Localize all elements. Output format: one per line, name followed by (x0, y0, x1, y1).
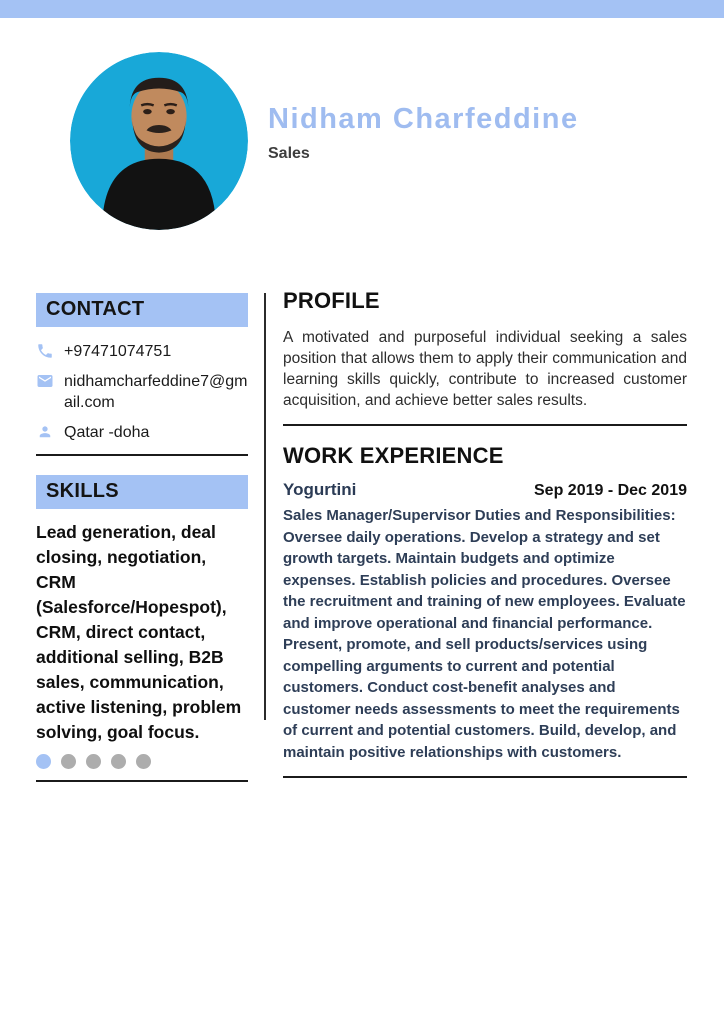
rating-dot-empty (111, 754, 126, 769)
contact-section-divider (36, 454, 248, 456)
rating-dot-filled (36, 754, 51, 769)
contact-item-phone (36, 341, 248, 362)
skills-section-divider (36, 780, 248, 782)
profile-text: A motivated and purposeful individual seeking a sales position that allows them to apply their communication and learning skills quickly, contribute to increased customer acquisition, and achieve better sales results. (283, 329, 687, 409)
skills-text: Lead generation, deal closing, negotiation, CRM (Salesforce/Hopespot), CRM, direct contact, additional selling, B2B sales, communication, active listening, problem solving, goal focus. (36, 522, 242, 742)
rating-dot-empty (61, 754, 76, 769)
job-dates: Sep 2019 - Dec 2019 (534, 482, 687, 499)
phone-icon (36, 342, 54, 360)
contact-section-heading: CONTACT (36, 293, 248, 327)
contact-email-value: nidhamcharfeddine7@gmail.com (64, 373, 248, 411)
skills-section-heading: SKILLS (36, 475, 248, 509)
right-column (283, 288, 687, 778)
work-section-divider (283, 776, 687, 778)
contact-phone-value: +97471074751 (64, 343, 172, 360)
job-header-row (283, 480, 687, 500)
contact-item-location (36, 422, 248, 443)
profile-section-heading: PROFILE (283, 288, 380, 313)
top-accent-bar (0, 0, 724, 18)
rating-dot-empty (136, 754, 151, 769)
email-icon (36, 372, 54, 390)
profile-section-divider (283, 424, 687, 426)
column-divider (264, 293, 266, 720)
skills-rating (36, 754, 248, 769)
profile-photo-illustration (70, 52, 248, 230)
contact-location-value: Qatar -doha (64, 424, 150, 441)
job-description: Sales Manager/Supervisor Duties and Responsibilities: Oversee daily operations. Develop a strategy and set growth targets. Maintain budgets and optimize expenses. Establish policies and procedures. Oversee the recruitment and training of new employees. Evaluate and improve operational and financial performance. Present, promote, and sell products/services using compelling arguments to current and potential customers. Conduct cost-benefit analyses and customer needs assessments to meet the requirements of current and potential customers. Build, develop, and maintain positive relationships with customers. (283, 507, 686, 761)
person-job-title: Sales (268, 145, 310, 162)
contact-item-email (36, 371, 248, 413)
rating-dot-empty (86, 754, 101, 769)
work-experience-heading: WORK EXPERIENCE (283, 443, 504, 468)
header-identity (268, 103, 579, 163)
profile-photo (70, 52, 248, 230)
job-company: Yogurtini (283, 480, 357, 499)
location-icon (36, 423, 54, 441)
person-name: Nidham Charfeddine (268, 103, 579, 135)
left-column (36, 293, 248, 782)
contact-list (36, 341, 248, 443)
